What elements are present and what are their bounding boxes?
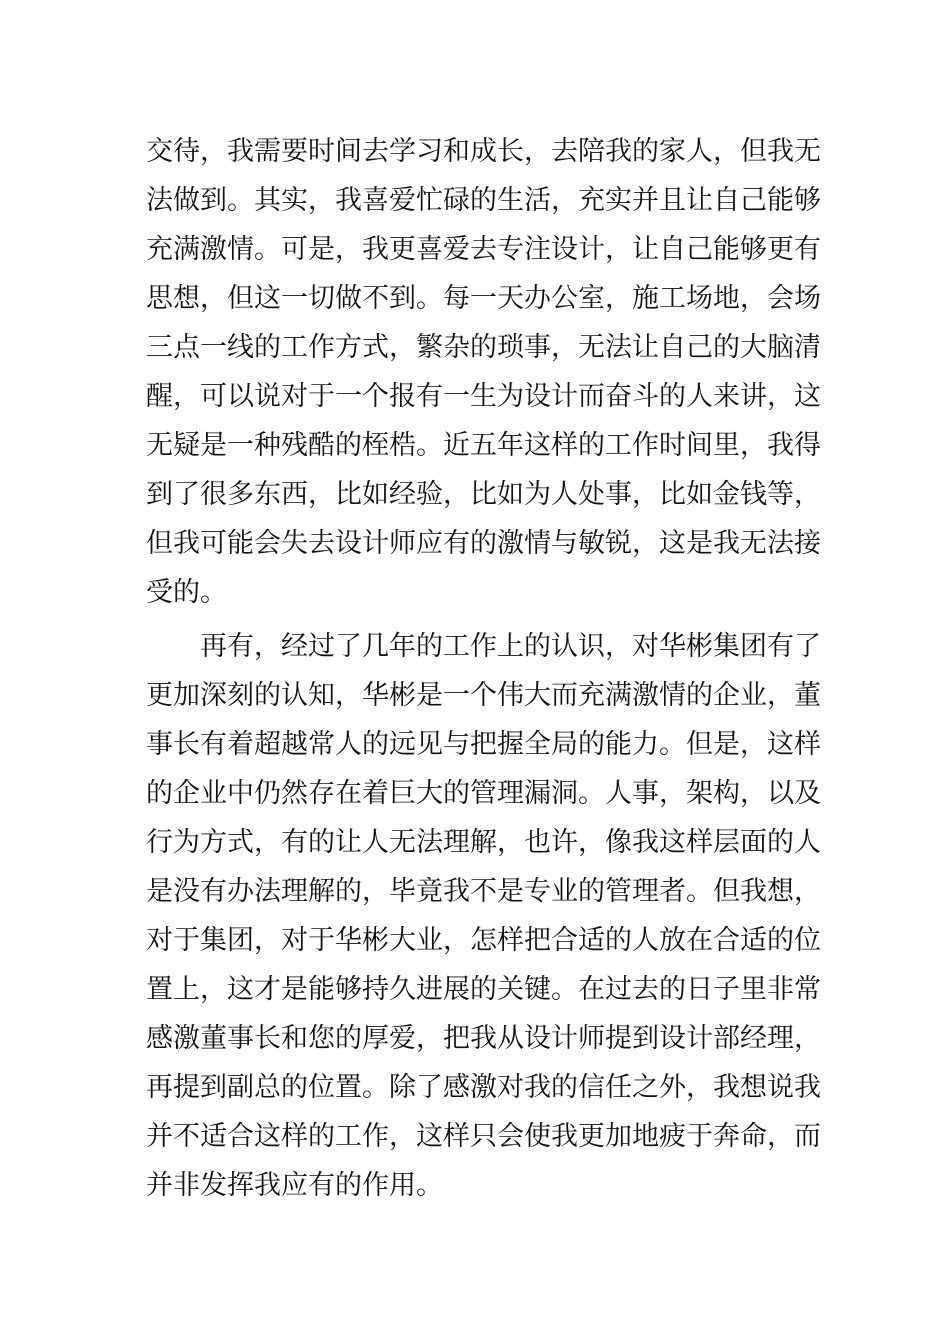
paragraph-first-line: 再有，经过了几年的工作上的认识，对华彬集团有了: [200, 631, 821, 662]
text-line: 但我可能会失去设计师应有的激情与敏锐，这是我无法接: [146, 528, 821, 559]
text-line: 法做到。其实，我喜爱忙碌的生活，充实并且让自己能够: [146, 185, 821, 216]
text-line: 交待，我需要时间去学习和成长，去陪我的家人，但我无: [146, 136, 821, 167]
text-line: 对于集团，对于华彬大业，怎样把合适的人放在合适的位: [146, 925, 821, 956]
text-line: 的企业中仍然存在着巨大的管理漏洞。人事，架构，以及: [146, 778, 821, 809]
text-line: 置上，这才是能够持久进展的关键。在过去的日子里非常: [146, 974, 821, 1005]
text-line: 并非发挥我应有的作用。: [146, 1170, 443, 1201]
text-line: 事长有着超越常人的远见与把握全局的能力。但是，这样: [146, 729, 821, 760]
text-line: 行为方式，有的让人无法理解，也许，像我这样层面的人: [146, 827, 821, 858]
text-line: 到了很多东西，比如经验，比如为人处事，比如金钱等，: [146, 479, 821, 510]
text-line: 思想，但这一切做不到。每一天办公室，施工场地，会场: [146, 283, 821, 314]
text-line: 充满激情。可是，我更喜爱去专注设计，让自己能够更有: [146, 234, 821, 265]
text-line: 无疑是一种残酷的桎梏。近五年这样的工作时间里，我得: [146, 430, 821, 461]
text-line: 是没有办法理解的，毕竟我不是专业的管理者。但我想，: [146, 876, 821, 907]
text-line: 再提到副总的位置。除了感激对我的信任之外，我想说我: [146, 1072, 821, 1103]
text-line: 醒，可以说对于一个报有一生为设计而奋斗的人来讲，这: [146, 381, 821, 412]
text-line: 更加深刻的认知，华彬是一个伟大而充满激情的企业，董: [146, 680, 821, 711]
text-line: 感激董事长和您的厚爱，把我从设计师提到设计部经理，: [146, 1023, 821, 1054]
text-line: 并不适合这样的工作，这样只会使我更加地疲于奔命，而: [146, 1121, 821, 1152]
text-line: 受的。: [146, 577, 227, 608]
text-line: 三点一线的工作方式，繁杂的琐事，无法让自己的大脑清: [146, 332, 821, 363]
